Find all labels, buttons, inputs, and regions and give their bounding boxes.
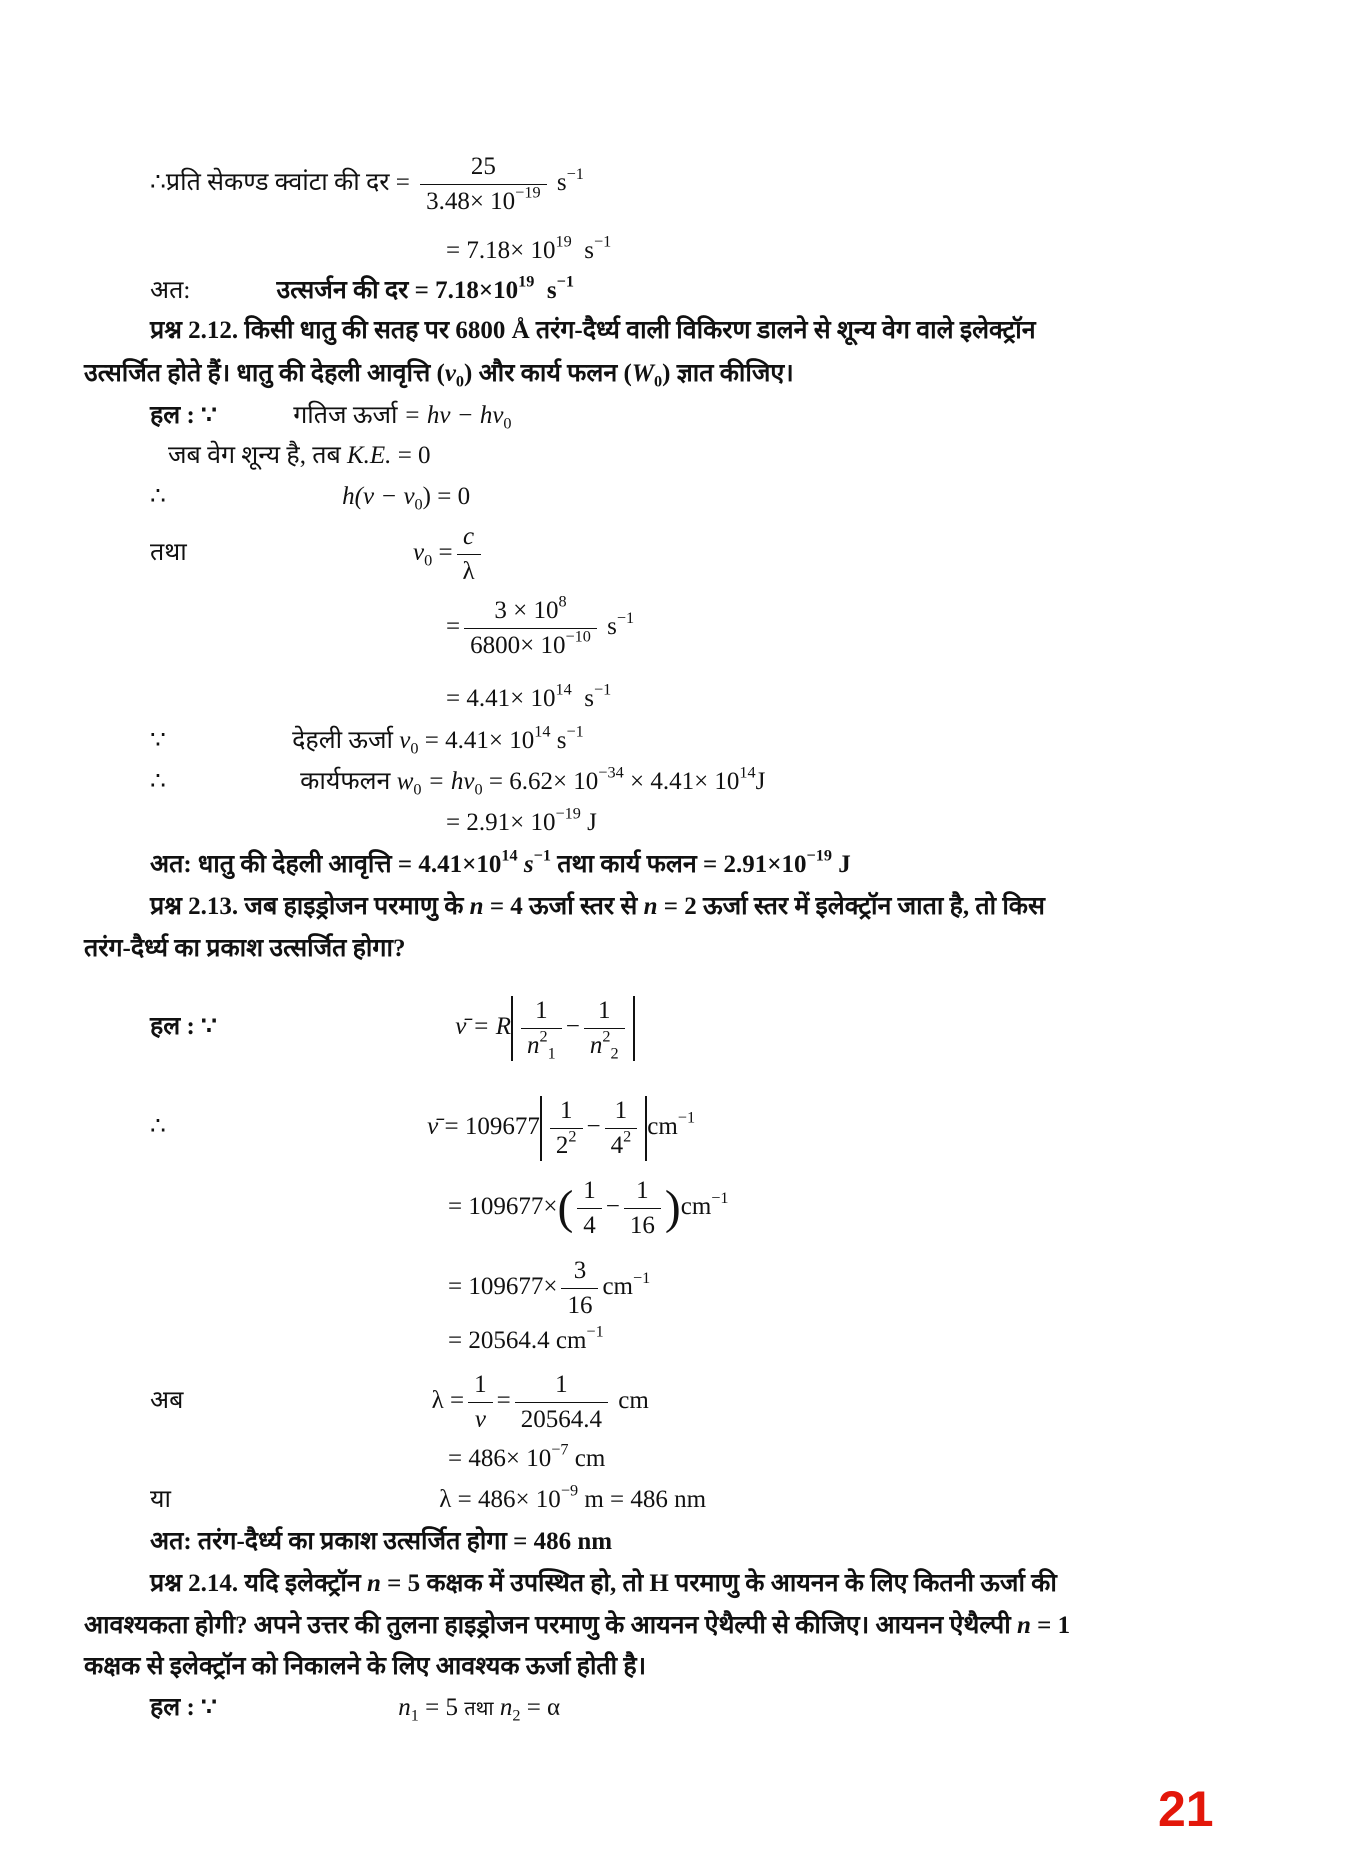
solution-2-12-nu0-result: = $4.41\times 10^{14}$ $s^{-1}$ [446,680,612,712]
emission-rate-conclusion: अत: उत्सर्जन की दर = $7.18\times 10^{19}$ $s^{-1}$ [150,272,575,304]
question-2-14-line3: कक्षक से इलेक्ट्रॉन को निकालने के लिए आवश्यक ऊर्जा होती है। [84,1653,647,1680]
solution-2-12-h-eq: ∴ $h(\nu - \nu_0) = 0$ [150,483,471,514]
question-2-14-line2: आवश्यकता होगी? अपने उत्तर की तुलना हाइड्रोजन परमाणु के आयनन ऐथैल्पी से कीजिए। आयनन ऐथैल्पी n = 1 [84,1612,1071,1639]
solution-2-13-step2: = 109677×( $\frac{1}{4}$ − $\frac{1}{16}$ )$cm^{-1}$ [448,1177,729,1239]
question-2-13-line2: तरंग-दैर्ध्य का प्रकाश उत्सर्जित होगा? [84,935,406,962]
page-number: 21 [1158,1781,1214,1837]
solution-2-14-start: हल : ∵ $n_1 = 5$ तथा $n_2 = \alpha$ [150,1694,561,1725]
solution-2-13-wavenumber: = 20564.4 $cm^{-1}$ [448,1322,604,1354]
solution-2-12-conclusion: अत: धातु की देहली आवृत्ति = $4.41\times 10^{14}$ $s^{-1}$ तथा कार्य फलन = $2.91\times 10^{-19}$ J [150,846,851,878]
rate-fraction-line: ∴प्रति सेकण्ड क्वांटा की दर = $\frac{25}{3.48\times 10^{-19}}$ $s^{-1}$ [150,153,584,215]
label: ∴प्रति सेकण्ड क्वांटा की दर = [150,169,410,197]
question-2-14-line1: प्रश्न 2.14. यदि इलेक्ट्रॉन n = 5 कक्षक में उपस्थित हो, तो H परमाणु के आयनन के लिए कितनी ऊर्जा की [150,1570,1057,1597]
solution-2-13-lambda-nm: या $\lambda = 486\times 10^{-9}$ m = 486 nm [150,1481,707,1513]
solution-2-12-nu0: तथा $\nu_0$ = $\frac{c}{\lambda}$ [150,522,485,587]
solution-2-12-ke: हल : ∵ गतिज ऊर्जा = $h\nu - h\nu_0$ [150,402,512,433]
question-2-12-line2: उत्सर्जित होते हैं। धातु की देहली आवृत्ति $(\nu_0)$ और कार्य फलन $(W_0)$ ज्ञात कीजिए। [84,360,794,391]
question-2-12-line1: प्रश्न 2.12. किसी धातु की सतह पर 6800 Å तरंग-दैर्ध्य वाली विकिरण डालने से शून्य वेग वाले इलेक्ट्रॉन [150,317,1036,344]
solution-2-12-work-function-result: = $2.91\times 10^{-19}$ J [446,804,597,836]
solution-2-13-conclusion: अत: तरंग-दैर्ध्य का प्रकाश उत्सर्जित होगा = 486 nm [150,1528,613,1555]
rate-result-line: = $7.18\times 10^{19}$ $s^{-1}$ [446,232,612,264]
solution-2-12-threshold: ∵ देहली ऊर्जा $\nu_0 = 4.41\times 10^{14}$ $s^{-1}$ [150,722,584,758]
unit: s [556,169,567,197]
solution-2-13-lambda: अब λ = $\frac{1}{\nu}$ = $\frac{1}{20564.4}$ cm [150,1371,649,1433]
solution-2-13-step3: = 109677× $\frac{3}{16}$ $cm^{-1}$ [448,1257,651,1319]
solution-2-13-lambda-cm: = $486\times 10^{-7}$ cm [448,1440,606,1472]
solution-2-12-work-function: ∴ कार्यफलन $w_0 = h\nu_0 = 6.62\times 10^{-34} \times 4.41\times 10^{14}J$ [150,763,766,799]
denominator: $3.48\times 10^{-19}$ [426,183,541,215]
numerator: 25 [420,152,547,185]
fraction [420,152,547,217]
solution-2-12-nu0-calc: = $\frac{3 \times 10^8}{6800\times 10^{-10}}$ $s^{-1}$ [446,592,635,659]
solution-2-13-rydberg: हल : ∵ ν̄ = R $\frac{1}{n^2_1}$ − $\frac{1}{n^2_2}$ [150,996,635,1061]
question-2-13-line1: प्रश्न 2.13. जब हाइड्रोजन परमाणु के n = 4 ऊर्जा स्तर से n = 2 ऊर्जा स्तर में इलेक्ट्रॉन जाता है, तो किस [150,893,1045,920]
solution-2-13-substitution: ∴ ν̄ = 109677 $\frac{1}{2^2}$ − $\frac{1}{4^2}$ $cm^{-1}$ [150,1097,696,1159]
solution-2-12-ke-zero: जब वेग शून्य है, तब K.E. = 0 [168,442,431,469]
